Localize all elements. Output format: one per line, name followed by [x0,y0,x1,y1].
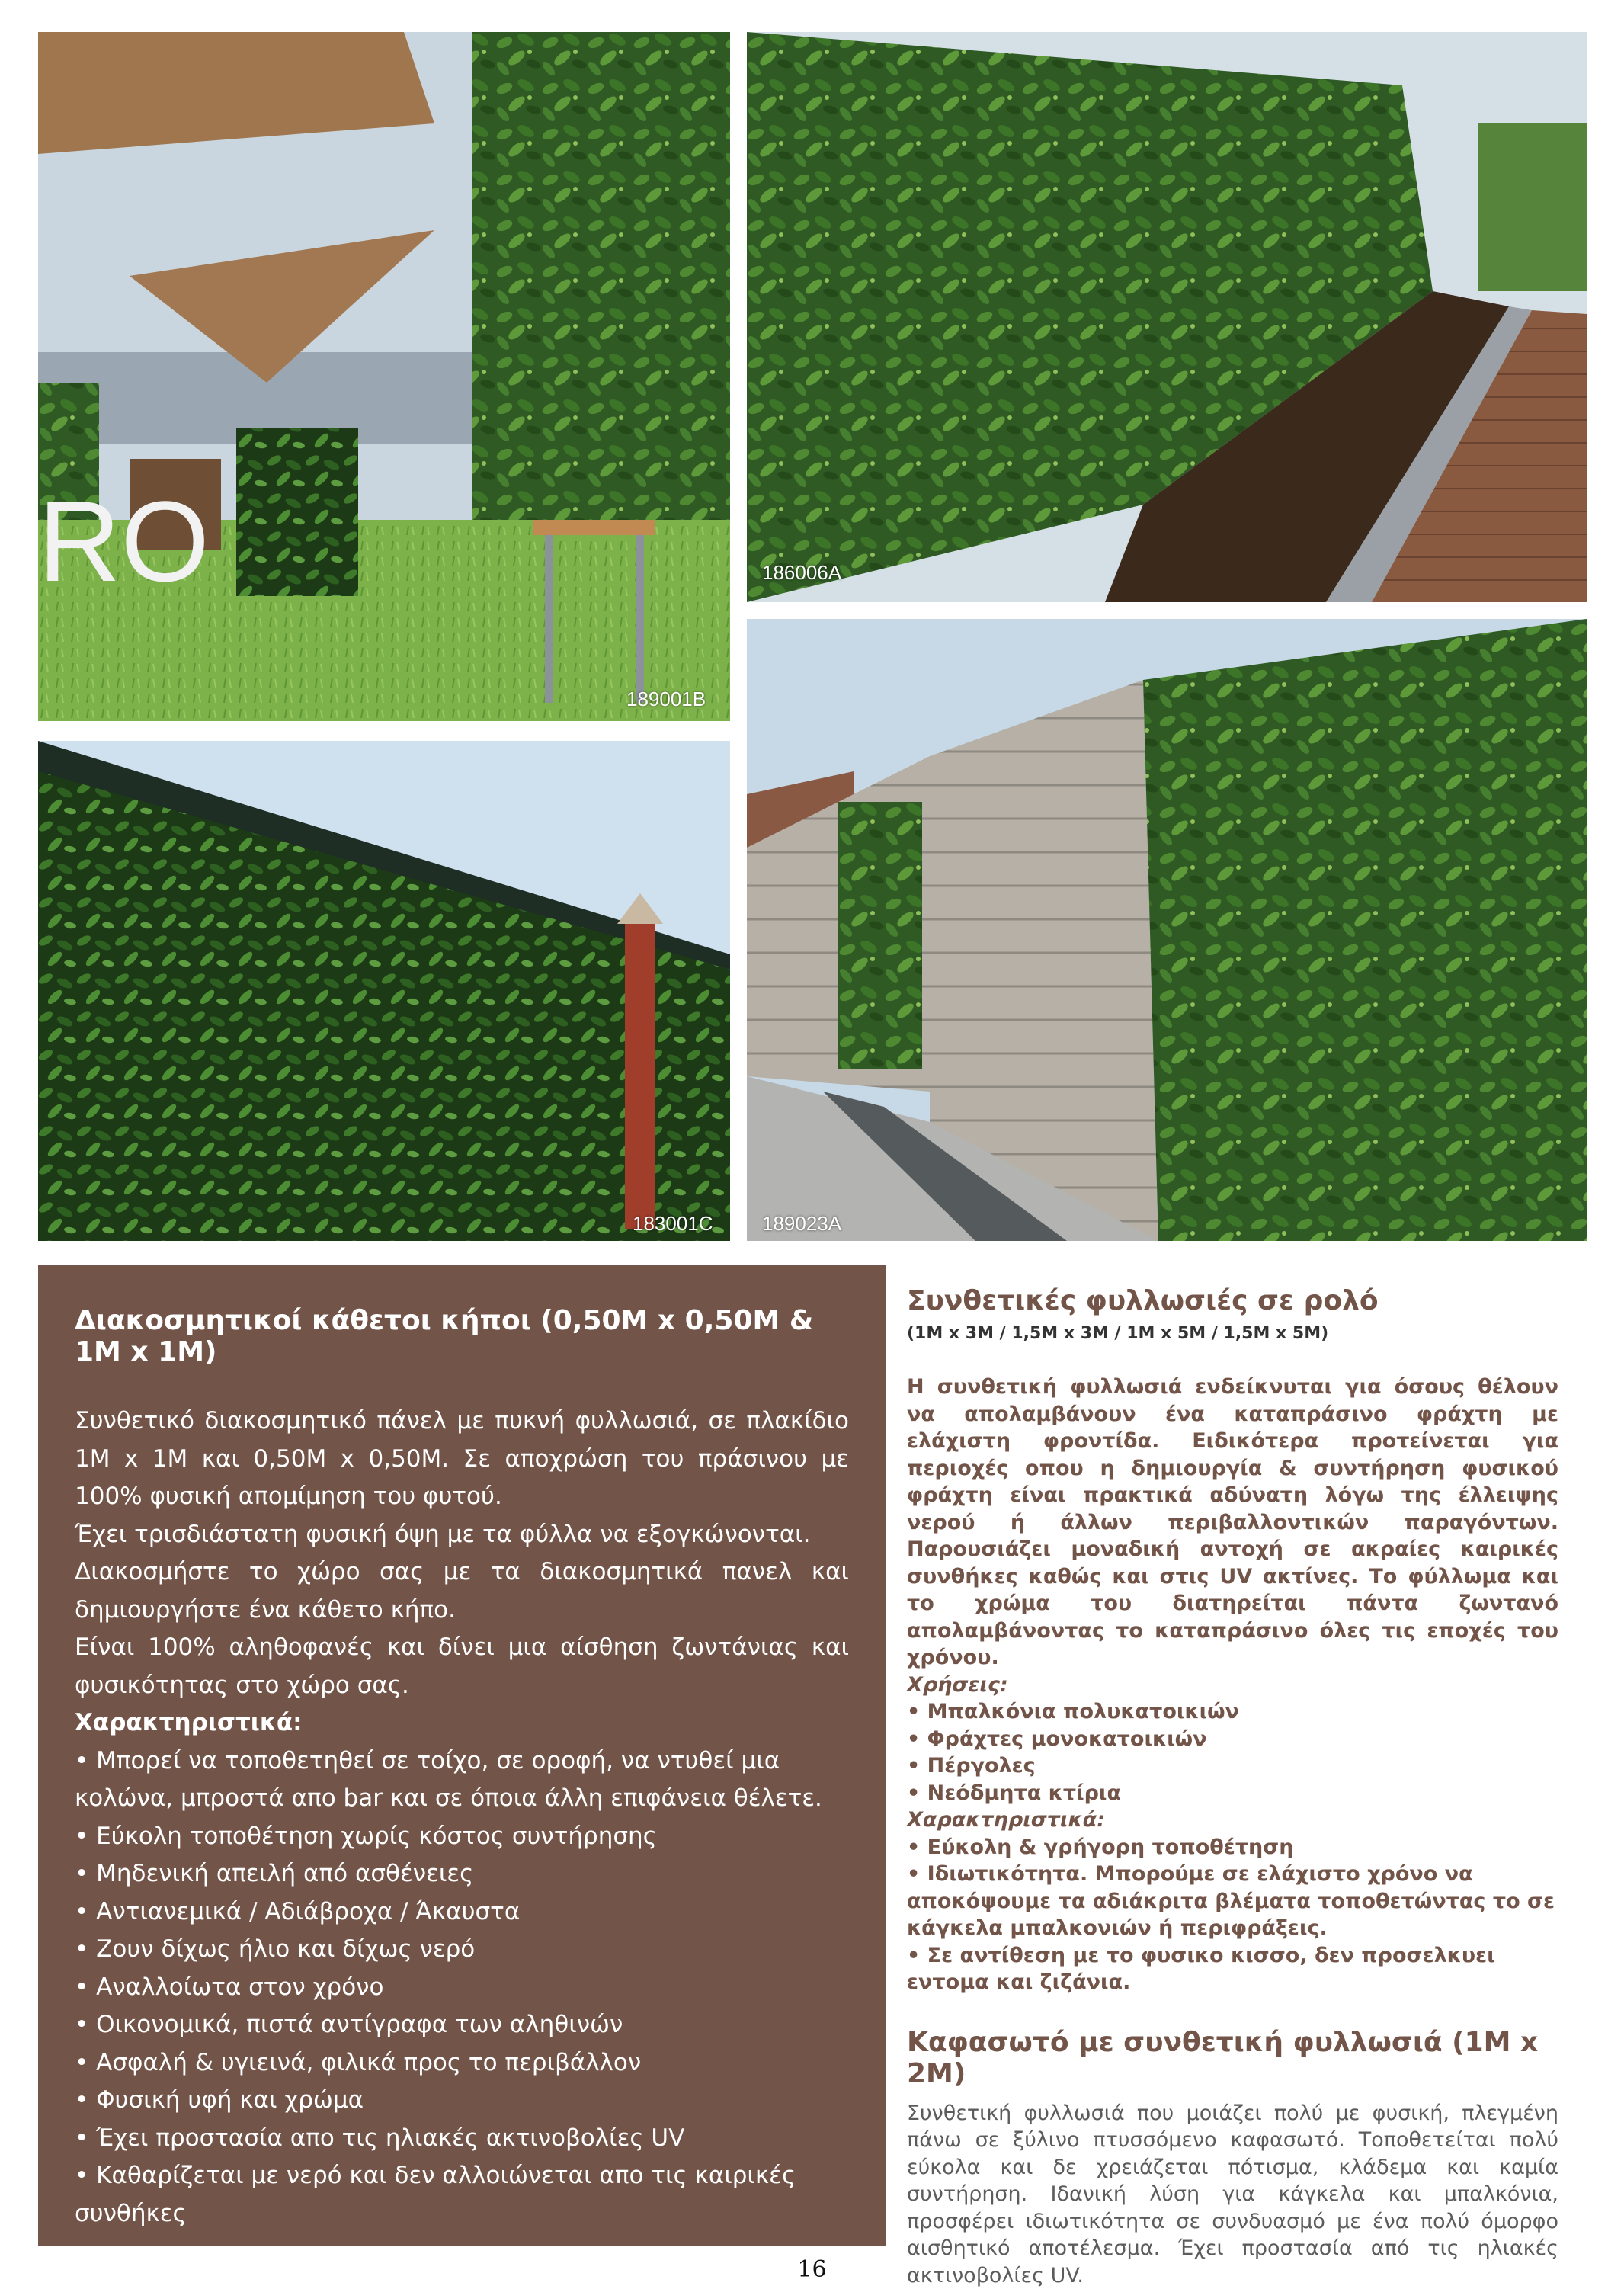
feature-item: • Σε αντίθεση με το φυσικο κισσο, δεν προσελκυει εντομα και ζιζάνια. [907,1942,1558,1996]
feature-item: • Ιδιωτικότητα. Μπορούμε σε ελάχιστο χρόνο να αποκόψουμε τα αδιάκριτα βλέματα τοποθετώντας το σε κάγκελα μπαλκονιών ή περιφράξεις. [907,1861,1558,1942]
photo-code-189023A: 189023A [762,1212,841,1236]
uses-heading: Χρήσεις: [907,1672,1558,1699]
feature-item: • Καθαρίζεται με νερό και δεν αλλοιώνεται απο τις καιρικές συνθήκες [75,2157,849,2233]
uses-list [907,1698,1558,1807]
synthetic-foliage-section [907,1285,1558,2289]
feature-item: • Αντιανεμικά / Αδιάβροχα / Άκαυστα [75,1893,849,1932]
section-dimensions: (1Μ x 3Μ / 1,5Μ x 3Μ / 1Μ x 5Μ / 1,5Μ x 5Μ) [907,1324,1558,1343]
feature-item: • Έχει προστασία απο τις ηλιακές ακτινοβολίες UV [75,2120,849,2158]
use-item: • Μπαλκόνια πολυκατοικιών [907,1698,1558,1726]
feature-item: • Αναλλοίωτα στον χρόνο [75,1969,849,2007]
photo-rooftop-bar [38,32,730,721]
use-item: • Νεόδμητα κτίρια [907,1780,1558,1807]
feature-item: • Ζουν δίχως ήλιο και δίχως νερό [75,1931,849,1969]
features-list [75,1742,849,2233]
panel-paragraph: Συνθετικό διακοσμητικό πάνελ με πυκνή φυλλωσιά, σε πλακίδιο 1Μ x 1Μ και 0,50Μ x 0,50Μ. Σε αποχρώση του πράσινου με 100% φυσική απομίμηση του φυτού. [75,1403,849,1516]
trellis-title: Καφασωτό με συνθετική φυλλωσιά (1Μ x 2Μ) [907,2027,1558,2089]
use-item: • Πέργολες [907,1752,1558,1780]
panel-paragraph: Είναι 100% αληθοφανές και δίνει μια αίσθηση ζωντάνιας και φυσικότητας στο χώρο σας. [75,1629,849,1704]
panel-paragraph: Διακοσμήστε το χώρο σας με τα διακοσμητικά πανελ και δημιουργήστε ένα κάθετο κήπο. [75,1553,849,1629]
features-heading: Χαρακτηριστικά: [907,1807,1558,1834]
panel-title: Διακοσμητικοί κάθετοι κήποι (0,50Μ x 0,50Μ & 1Μ x 1Μ) [75,1305,849,1367]
section-paragraph: Η συνθετική φυλλωσιά ενδείκνυται για όσους θέλουν να απολαμβάνουν ένα καταπράσινο φράχτη με ελάχιστη φροντίδα. Ειδικότερα προτείνεται για περιοχές οπου η δημιουργία & συντήρηση φυσικού φράχτη είναι πρακτικά αδύνατη λόγω της έλλειψης νερού ή άλλων περιβαλλοντικών παραγόντων. Παρουσιάζει μοναδική αντοχή σε ακραίες καιρικές συνθήκες καθώς και στις UV ακτίνες. Το φύλλωμα και το χρώμα του διατηρείται πάντα ζωντανό απολαμβάνοντας το καταπράσινο όλες τις εποχές του χρόνου. [907,1374,1558,1672]
feature-item: • Εύκολη & γρήγορη τοποθέτηση [907,1834,1558,1861]
features-list [907,1834,1558,1996]
use-item: • Φράχτες μονοκατοικιών [907,1726,1558,1753]
photo-planter-wall [747,32,1587,602]
decorative-vertical-gardens-panel [38,1265,886,2246]
page-number: 16 [0,2256,1624,2283]
features-heading: Χαρακτηριστικά: [75,1704,849,1742]
feature-item: • Μπορεί να τοποθετηθεί σε τοίχο, σε οροφή, να ντυθεί μια κολώνα, μπροστά απο bar και σε όποια άλλη επιφάνεια θέλετε. [75,1742,849,1818]
photo-fence-hedge [38,741,730,1241]
feature-item: • Οικονομικά, πιστά αντίγραφα των αληθινών [75,2006,849,2044]
svg-text:RO: RO [38,477,210,605]
feature-item: • Μηδενική απειλή από ασθένειες [75,1855,849,1893]
photo-code-183001C: 183001C [633,1212,713,1236]
photo-code-186006A: 186006A [762,561,841,585]
photo-vertical-garden [747,619,1587,1241]
feature-item: • Ασφαλή & υγιεινά, φιλικά προς το περιβάλλον [75,2044,849,2082]
photo-code-189001B: 189001B [626,688,706,711]
panel-paragraph: Έχει τρισδιάστατη φυσική όψη με τα φύλλα να εξογκώνονται. [75,1516,849,1554]
feature-item: • Φυσική υφή και χρώμα [75,2082,849,2120]
trellis-paragraph: Συνθετική φυλλωσιά που μοιάζει πολύ με φυσική, πλεγμένη πάνω σε ξύλινο πτυσσόμενο καφασωτό. Τοποθετείται πολύ εύκολα και δε χρειάζεται πότισμα, κλάδεμα και καμία συντήρηση. Ιδανική λύση για κάγκελα και μπαλκόνια, προσφέρει ιδιωτικότητα σε συνδυασμό με ένα πολύ όμορφο αισθητικό αποτέλεσμα. Έχει προστασία από τις ηλιακές ακτινοβολίες UV. [907,2100,1558,2289]
section-title: Συνθετικές φυλλωσιές σε ρολό [907,1285,1558,1316]
feature-item: • Εύκολη τοποθέτηση χωρίς κόστος συντήρησης [75,1818,849,1856]
